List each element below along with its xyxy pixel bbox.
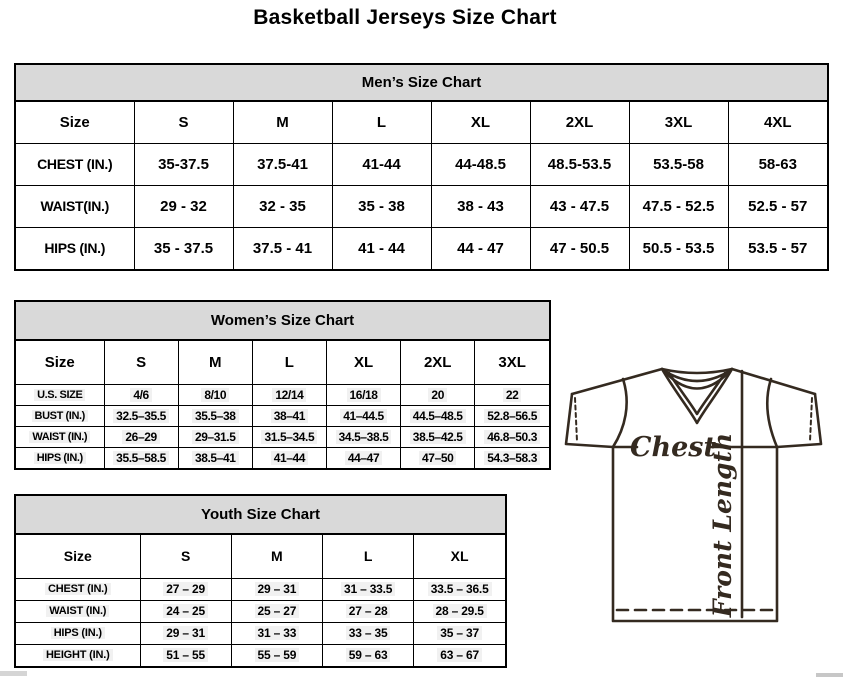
table-cell: [231, 578, 322, 600]
row-label: [16, 622, 140, 644]
table-cell: [252, 405, 326, 426]
cell-text: 38.5–42.5: [410, 430, 466, 444]
jersey-right-sleeve: [777, 394, 821, 447]
cell-text: 44–47: [345, 451, 382, 465]
cell-text: 63 – 67: [437, 648, 482, 662]
table-cell: [140, 578, 231, 600]
table-cell: 58-63: [728, 143, 827, 185]
column-header: S: [104, 341, 178, 384]
mens-size-chart: [14, 63, 829, 271]
cell-text: 31 – 33: [255, 626, 300, 640]
table-cell: 53.5-58: [629, 143, 728, 185]
row-label: [16, 447, 104, 468]
cell-text: 29–31.5: [192, 430, 239, 444]
table-cell: [323, 644, 414, 666]
cell-text: 35.5–58.5: [113, 451, 169, 465]
table-row: [16, 600, 505, 622]
size-header-row: [16, 341, 549, 384]
table-row: [16, 384, 549, 405]
column-header: 2XL: [530, 102, 629, 143]
table-cell: [104, 426, 178, 447]
column-header: M: [233, 102, 332, 143]
page-title: Basketball Jerseys Size Chart: [253, 6, 557, 29]
cell-text: 29 – 31: [163, 626, 208, 640]
column-header: 2XL: [401, 341, 475, 384]
table-cell: [252, 384, 326, 405]
column-header: 3XL: [475, 341, 549, 384]
size-label-cell: Size: [16, 535, 140, 578]
jersey-right-armhole: [767, 379, 777, 447]
cell-text: 32.5–35.5: [113, 409, 169, 423]
cell-text: 4/6: [130, 388, 151, 402]
table-cell: [231, 644, 322, 666]
table-row: [16, 426, 549, 447]
youth-size-chart: [14, 494, 507, 668]
cell-text: 8/10: [201, 388, 229, 402]
cell-text: HEIGHT (IN.): [43, 649, 113, 661]
table-row: [16, 227, 827, 269]
jersey-measurement-diagram: [562, 366, 828, 626]
table-cell: 35 - 37.5: [134, 227, 233, 269]
cell-text: 41–44: [271, 451, 308, 465]
table-cell: 38 - 43: [431, 185, 530, 227]
table-cell: [178, 426, 252, 447]
table-cell: [104, 405, 178, 426]
cell-text: 59 – 63: [346, 648, 391, 662]
cell-text: 33.5 – 36.5: [428, 582, 492, 596]
cell-text: CHEST (IN.): [45, 583, 111, 595]
table-cell: [401, 447, 475, 468]
cell-text: 35.5–38: [192, 409, 239, 423]
cell-text: 25 – 27: [255, 604, 300, 618]
table-cell: 52.5 - 57: [728, 185, 827, 227]
table-cell: [231, 622, 322, 644]
table-row: [16, 447, 549, 468]
cell-text: 31.5–34.5: [261, 430, 317, 444]
front-length-label: Front Length: [708, 432, 737, 618]
cell-text: 54.3–58.3: [484, 451, 540, 465]
womens-size-table: [16, 341, 549, 468]
table-cell: 41-44: [332, 143, 431, 185]
row-label: WAIST(IN.): [16, 185, 134, 227]
table-cell: [104, 447, 178, 468]
cell-text: 55 – 59: [255, 648, 300, 662]
table-cell: [414, 578, 505, 600]
column-header: M: [231, 535, 322, 578]
cell-text: 22: [503, 388, 522, 402]
cell-text: 29 – 31: [255, 582, 300, 596]
cell-text: 34.5–38.5: [336, 430, 392, 444]
cell-text: 35 – 37: [437, 626, 482, 640]
column-header: L: [332, 102, 431, 143]
table-cell: [178, 447, 252, 468]
cell-text: 27 – 28: [346, 604, 391, 618]
row-label: [16, 600, 140, 622]
table-row: [16, 622, 505, 644]
table-cell: [140, 622, 231, 644]
column-header: S: [134, 102, 233, 143]
table-cell: [140, 600, 231, 622]
table-row: [16, 644, 505, 666]
column-header: L: [252, 341, 326, 384]
cell-text: 44.5–48.5: [410, 409, 466, 423]
table-cell: [401, 405, 475, 426]
table-cell: [326, 426, 400, 447]
size-label-cell: Size: [16, 102, 134, 143]
cell-text: 38–41: [271, 409, 308, 423]
cell-text: 26–29: [122, 430, 159, 444]
mens-chart-header: Men’s Size Chart: [16, 65, 827, 102]
table-cell: 43 - 47.5: [530, 185, 629, 227]
cell-text: 28 – 29.5: [433, 604, 487, 618]
table-cell: [323, 600, 414, 622]
table-cell: [326, 405, 400, 426]
cell-text: WAIST (IN.): [29, 431, 90, 443]
table-cell: [323, 578, 414, 600]
cell-text: U.S. SIZE: [34, 389, 85, 401]
table-cell: 37.5 - 41: [233, 227, 332, 269]
row-label: CHEST (IN.): [16, 143, 134, 185]
jersey-left-armhole: [613, 379, 627, 447]
table-row: [16, 405, 549, 426]
table-cell: 47.5 - 52.5: [629, 185, 728, 227]
table-cell: 44-48.5: [431, 143, 530, 185]
table-cell: [475, 447, 549, 468]
column-header: L: [323, 535, 414, 578]
table-cell: [475, 384, 549, 405]
cell-text: 31 – 33.5: [341, 582, 395, 596]
mens-size-table: [16, 102, 827, 269]
jersey-torso: [613, 447, 777, 621]
table-cell: [401, 426, 475, 447]
table-cell: 35-37.5: [134, 143, 233, 185]
cell-text: 46.8–50.3: [484, 430, 540, 444]
table-cell: [252, 426, 326, 447]
cell-text: 27 – 29: [163, 582, 208, 596]
cell-text: 24 – 25: [163, 604, 208, 618]
table-cell: [252, 447, 326, 468]
cell-text: WAIST (IN.): [46, 605, 109, 617]
table-row: [16, 143, 827, 185]
cell-text: 20: [428, 388, 447, 402]
table-cell: [231, 600, 322, 622]
table-row: [16, 185, 827, 227]
cell-text: HIPS (IN.): [34, 452, 86, 464]
cell-text: BUST (IN.): [32, 410, 88, 422]
cell-text: 33 – 35: [346, 626, 391, 640]
row-label: [16, 384, 104, 405]
row-label: [16, 578, 140, 600]
table-cell: 53.5 - 57: [728, 227, 827, 269]
table-cell: [178, 384, 252, 405]
row-label: [16, 644, 140, 666]
jersey-right-shoulder: [732, 369, 815, 394]
row-label: [16, 405, 104, 426]
table-cell: [401, 384, 475, 405]
cell-text: HIPS (IN.): [51, 627, 105, 639]
row-label: HIPS (IN.): [16, 227, 134, 269]
table-cell: 37.5-41: [233, 143, 332, 185]
size-label-cell: Size: [16, 341, 104, 384]
table-row: [16, 578, 505, 600]
jersey-right-cuff-seam: [810, 398, 812, 441]
column-header: 4XL: [728, 102, 827, 143]
column-header: M: [178, 341, 252, 384]
table-cell: 41 - 44: [332, 227, 431, 269]
cell-text: 51 – 55: [163, 648, 208, 662]
table-cell: 29 - 32: [134, 185, 233, 227]
table-cell: [475, 426, 549, 447]
jersey-left-sleeve: [566, 394, 613, 447]
cell-text: 38.5–41: [192, 451, 239, 465]
table-cell: [323, 622, 414, 644]
jersey-left-shoulder: [572, 369, 662, 394]
table-cell: 35 - 38: [332, 185, 431, 227]
cell-text: 12/14: [272, 388, 306, 402]
cell-text: 52.8–56.5: [484, 409, 540, 423]
chest-label: Chest: [630, 432, 716, 463]
column-header: XL: [414, 535, 505, 578]
cell-text: 16/18: [347, 388, 381, 402]
table-cell: 48.5-53.5: [530, 143, 629, 185]
table-cell: [414, 600, 505, 622]
jersey-collar-back-1: [662, 369, 732, 373]
table-cell: [414, 622, 505, 644]
table-cell: 32 - 35: [233, 185, 332, 227]
table-cell: [104, 384, 178, 405]
jersey-left-cuff-seam: [575, 398, 577, 441]
youth-chart-header: Youth Size Chart: [16, 496, 505, 535]
column-header: XL: [326, 341, 400, 384]
size-header-row: [16, 535, 505, 578]
table-cell: 47 - 50.5: [530, 227, 629, 269]
cell-text: 47–50: [419, 451, 456, 465]
cell-text: 41–44.5: [340, 409, 387, 423]
column-header: 3XL: [629, 102, 728, 143]
column-header: XL: [431, 102, 530, 143]
column-header: S: [140, 535, 231, 578]
table-cell: [326, 384, 400, 405]
table-cell: [475, 405, 549, 426]
horizontal-scrollbar-fragment-right[interactable]: [816, 673, 843, 677]
table-cell: [178, 405, 252, 426]
table-cell: [140, 644, 231, 666]
table-cell: 50.5 - 53.5: [629, 227, 728, 269]
youth-size-table: [16, 535, 505, 666]
table-cell: 44 - 47: [431, 227, 530, 269]
table-cell: [326, 447, 400, 468]
womens-chart-header: Women’s Size Chart: [16, 302, 549, 341]
size-header-row: [16, 102, 827, 143]
table-cell: [414, 644, 505, 666]
womens-size-chart: [14, 300, 551, 470]
horizontal-scrollbar-fragment-left[interactable]: [0, 671, 27, 676]
row-label: [16, 426, 104, 447]
